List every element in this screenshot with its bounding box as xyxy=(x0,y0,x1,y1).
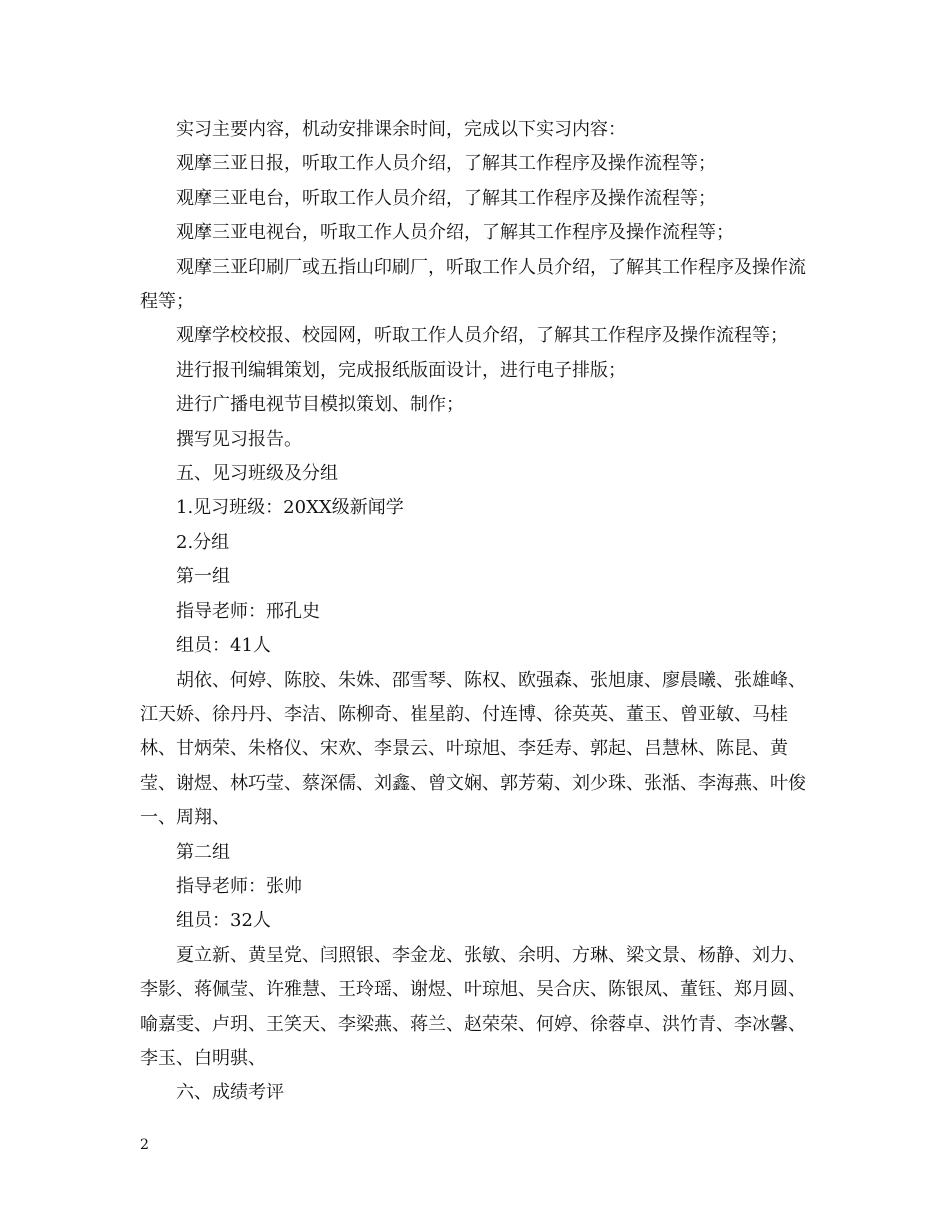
paragraph-class: 1.见习班级：20XX级新闻学 xyxy=(176,497,404,519)
group-two-member-count: 组员：32人 xyxy=(176,910,271,932)
group-one-title: 第一组 xyxy=(176,566,230,588)
group-one-members: 胡依、何婷、陈胶、朱姝、邵雪琴、陈权、欧强森、张旭康、廖晨曦、张雄峰、江天娇、徐丹丹、李洁、陈柳奇、崔星韵、付连博、徐英英、董玉、曾亚敏、马桂林、甘炳荣、朱格仪、宋欢、李景云、叶琼旭、李廷寿、郭起、吕慧林、陈昆、黄莹、谢煜、林巧莹、蔡深儒、刘鑫、曾文娴、郭芳菊、刘少珠、张湉、李海燕、叶俊一、周翔、 xyxy=(140,669,806,829)
section-heading-assessment: 六、成绩考评 xyxy=(176,1082,284,1104)
document-body xyxy=(140,113,820,1111)
group-one-teacher: 指导老师：邢孔史 xyxy=(176,600,320,622)
group-one-member-count: 组员：41人 xyxy=(176,635,271,657)
paragraph-broadcast-production: 进行广播电视节目模拟策划、制作； xyxy=(176,394,464,416)
paragraph-sanya-radio: 观摩三亚电台，听取工作人员介绍，了解其工作程序及操作流程等； xyxy=(176,187,716,209)
paragraph-newspaper-design: 进行报刊编辑策划，完成报纸版面设计，进行电子排版； xyxy=(176,359,626,381)
group-two-members: 夏立新、黄呈党、闫照银、李金龙、张敏、余明、方琳、梁文景、杨静、刘力、李影、蒋佩莹、许雅慧、王玲瑶、谢煜、叶琼旭、吴合庆、陈银凤、董钰、郑月圆、喻嘉雯、卢玥、王笑天、李梁燕、蒋兰、赵荣荣、何婷、徐蓉卓、洪竹青、李冰馨、李玉、白明骐、 xyxy=(140,944,806,1069)
paragraph-school-media: 观摩学校校报、校园网，听取工作人员介绍，了解其工作程序及操作流程等； xyxy=(176,325,788,347)
paragraph-grouping: 2.分组 xyxy=(176,531,230,553)
group-two-teacher: 指导老师：张帅 xyxy=(176,875,302,897)
page-number: 2 xyxy=(140,1137,149,1153)
paragraph-printing-factory: 观摩三亚印刷厂或五指山印刷厂，听取工作人员介绍，了解其工作程序及操作流程等； xyxy=(140,256,806,313)
paragraph-sanya-tv: 观摩三亚电视台，听取工作人员介绍，了解其工作程序及操作流程等； xyxy=(176,222,734,244)
paragraph-sanya-daily: 观摩三亚日报，听取工作人员介绍，了解其工作程序及操作流程等； xyxy=(176,153,716,175)
paragraph-report: 撰写见习报告。 xyxy=(176,428,302,450)
group-two-title: 第二组 xyxy=(176,841,230,863)
paragraph-internship-content: 实习主要内容，机动安排课余时间，完成以下实习内容： xyxy=(176,119,626,140)
section-heading-classes-groups: 五、见习班级及分组 xyxy=(176,463,338,485)
